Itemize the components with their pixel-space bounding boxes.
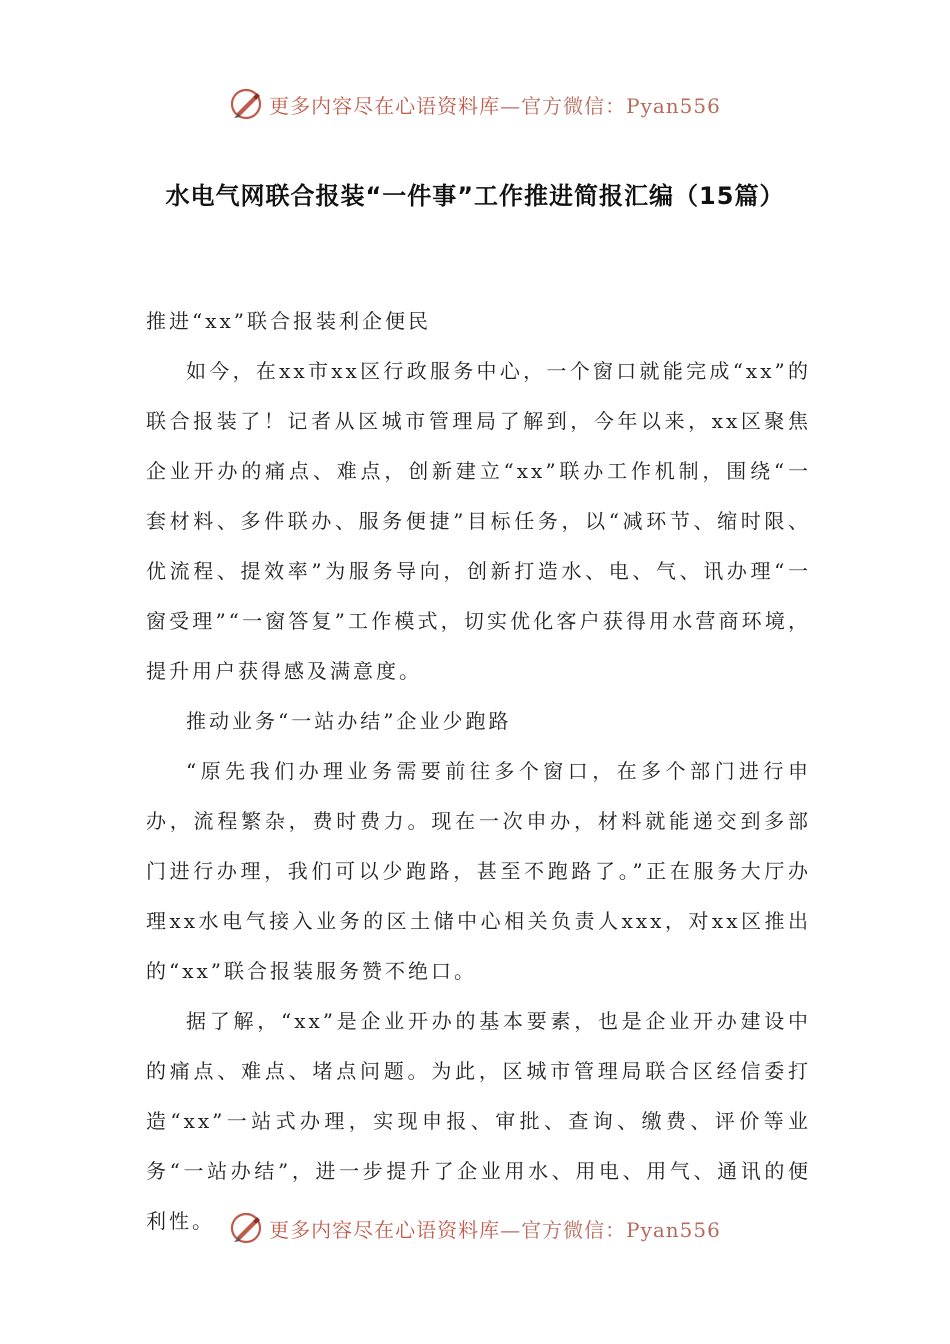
paragraph-details: 据了解，“xx”是企业开办的基本要素，也是企业开办建设中的痛点、难点、堵点问题。为此，区城市管理局联合区经信委打造“xx”一站式办理，实现申报、审批、查询、缴费、评价等业务“一站办结”，进一步提升了企业用水、用电、用气、通讯的便利性。 [146, 1009, 811, 1233]
paragraph-intro: 如今，在xx市xx区行政服务中心，一个窗口就能完成“xx”的联合报装了！记者从区城市管理局了解到，今年以来，xx区聚焦企业开办的痛点、难点，创新建立“xx”联办工作机制，围绕“一套材料、多件联办、服务便捷”目标任务，以“减环节、缩时限、优流程、提效率”为服务导向，创新打造水、电、气、讯办理“一窗受理”“一窗答复”工作模式，切实优化客户获得用水营商环境，提升用户获得感及满意度。 [146, 359, 811, 683]
watermark-text: 更多内容尽在心语资料库—官方微信：Pyan556 [269, 93, 721, 118]
pen-logo-icon [229, 1211, 263, 1245]
subheading-one-stop: 推动业务“一站办结”企业少跑路 [186, 709, 512, 733]
document-body [146, 296, 811, 1246]
watermark-header [0, 84, 950, 124]
section-heading: 推进“xx”联合报装利企便民 [146, 309, 432, 333]
paragraph-quote: “原先我们办理业务需要前往多个窗口，在多个部门进行申办，流程繁杂，费时费力。现在一次申办，材料就能递交到多部门进行办理，我们可以少跑路，甚至不跑路了。”正在服务大厅办理xx水电气接入业务的区土储中心相关负责人xxx，对xx区推出的“xx”联合报装服务赞不绝口。 [146, 759, 811, 983]
pen-logo-icon [229, 87, 263, 121]
watermark-footer [0, 1208, 950, 1248]
watermark-text: 更多内容尽在心语资料库—官方微信：Pyan556 [269, 1217, 721, 1242]
document-title: 水电气网联合报装“一件事”工作推进简报汇编（15篇） [165, 182, 785, 210]
